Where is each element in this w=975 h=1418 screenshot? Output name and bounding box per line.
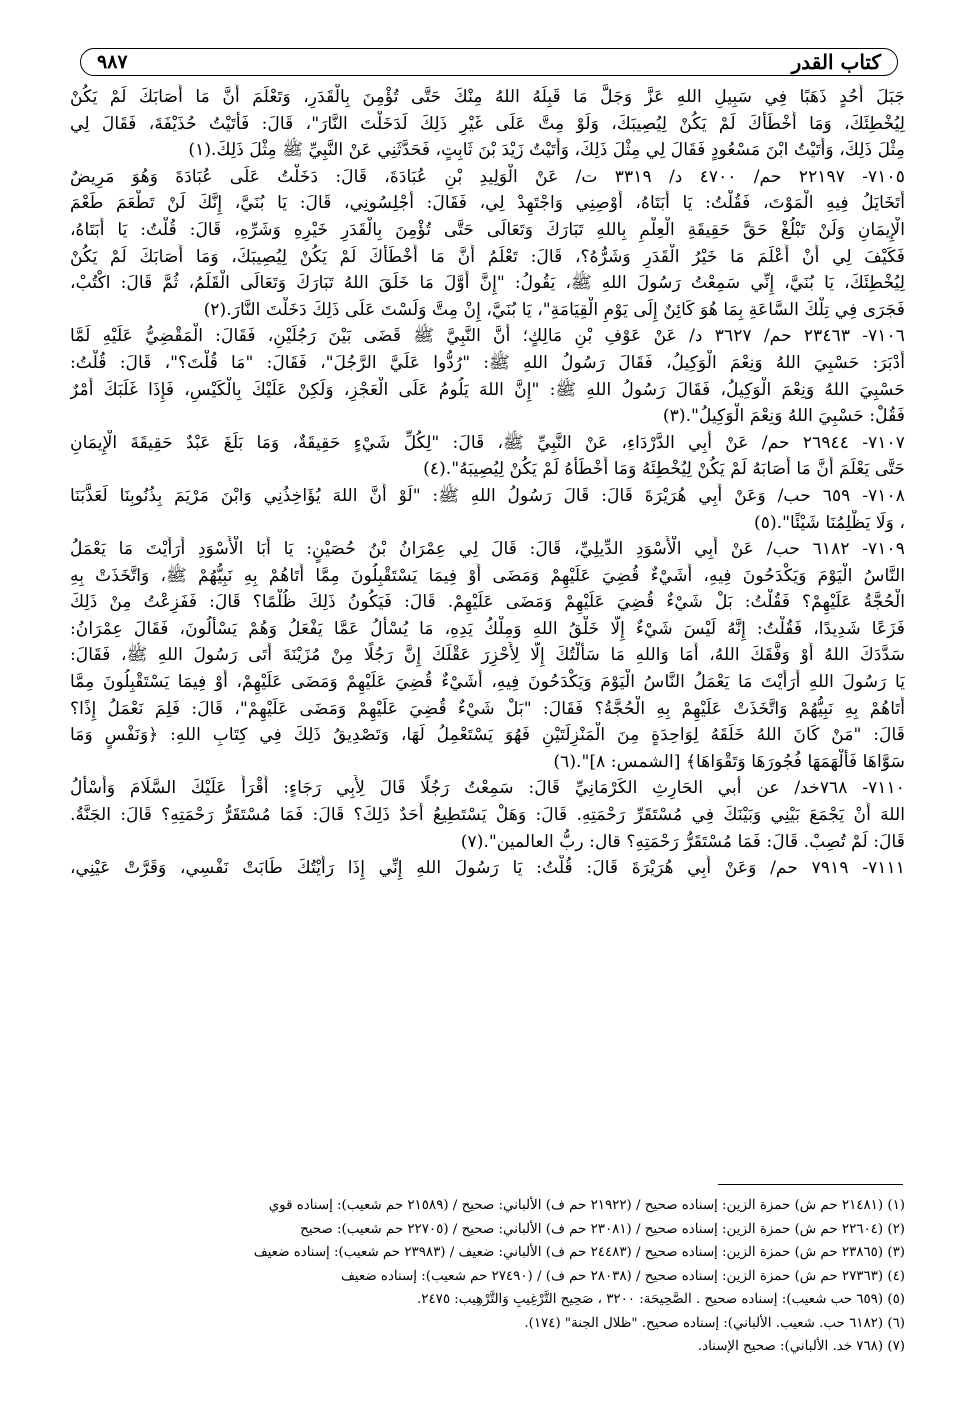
text-line: ٧١٠٨- ٦٥٩ حب/ وَعَنْ أَبِي هُرَيْرَةَ قَالَ: قَالَ رَسُولُ اللهِ ﷺ: "لَوْ أَنَّ اللهَ يُؤَاخِذُنِي وَابْنَ مَرْيَمَ بِذُنُوبِنَا لَعَذَّبَنَا [70,485,905,506]
text-line: حَتَّى يَعْلَمَ أَنَّ مَا أَصَابَهُ لَمْ يَكُنْ لِيُخْطِئَهُ وَمَا أَخْطَأَهُ لَمْ يَكُنْ لِيُصِيبَهُ".(٤) [423,459,905,480]
text-line: أَتَخَايَلُ فِيهِ الْمَوْتَ، فَقُلْتُ: يَا أَبَتَاهُ، أَوْصِنِي وَاجْتَهِدْ لِي، فَقَالَ: أَجْلِسُونِي، قَالَ: يَا بُنَيَّ، إِنَّكَ لَنْ تَطْعَمَ طَعْمَ [70,193,905,214]
text-line: ٧١٠٧- ٢٦٩٤٤ حم/ عَنْ أَبِي الدَّرْدَاءِ، عَنْ النَّبِيِّ ﷺ، قَالَ: "لِكُلِّ شَيْءٍ حَقِيقَةٌ، وَمَا بَلَغَ عَبْدٌ حَقِيقَةَ الْإِيمَانِ [70,432,905,453]
text-line: الْحُجَّةُ عَلَيْهِمْ؟ فَقُلْتُ: بَلْ شَيْءٌ قُضِيَ عَلَيْهِمْ وَمَضَى عَلَيْهِمْ. قَالَ: فَيَكُونُ ذَلِكَ ظُلْمًا؟ قَالَ: فَفَزِعْتُ مِنْ ذَلِكَ [70,592,905,613]
footnotes [70,1194,905,1384]
text-line: أَتَاهُمْ بِهِ نَبِيُّهُمْ وَاتَّخَذَتْ عَلَيْهِمْ بِهِ الْحُجَّةُ؟ فَقَالَ: "بَلْ شَيْءٌ قُضِيَ عَلَيْهِمْ وَمَضَى عَلَيْهِمْ"، قَالَ: فَلِمَ نَعْمَلُ إِذًا؟ [70,698,905,719]
text-line: ٧١٠٥- ٢٢١٩٧ حم/ ٤٧٠٠ د/ ٣٣١٩ ت/ عَنْ الْوَلِيدِ بْنِ عُبَادَةَ، قَالَ: دَخَلْتُ عَلَى عُبَادَةَ وَهُوَ مَرِيضٌ [70,166,905,187]
text-line: حَسْبِيَ اللهُ وَنِعْمَ الْوَكِيلُ، فَقَالَ رَسُولُ اللهِ ﷺ: "إِنَّ اللهَ يَلُومُ عَلَى الْعَجْزِ، وَلَكِنْ عَلَيْكَ بِالْكَيْسِ، فَإِذَا غَلَبَكَ أَمْرٌ [70,379,905,400]
text-line: ٧١١٠- ٧٦٨خد/ عن أبي الحَارِثِ الكَرْمَانِيِّ قَالَ: سَمِعْتُ رَجُلًا قَالَ لِأَبِي رَجَاءٍ: أَقْرَأُ عَلَيْكَ السَّلَامَ وَأَسْأَلُ [70,778,905,799]
text-line: ٧١١١- ٧٩١٩ حم/ وَعَنْ أَبِي هُرَيْرَةَ قَالَ: قُلْتُ: يَا رَسُولَ اللهِ إِنِّي إِذَا رَأَيْتُكَ طَابَتْ نَفْسِي، وَقَرَّتْ عَيْنِي، [70,858,905,879]
text-line: يَا رَسُولَ اللهِ أَرَأَيْتَ مَا يَعْمَلُ النَّاسُ الْيَوْمَ وَيَكْدَحُونَ فِيهِ، أَشَيْءٌ قُضِيَ عَلَيْهِمْ وَمَضَى عَلَيْهِمْ، أَوْ فِيمَا يَسْتَقْبِلُونَ مِمَّا [70,672,905,693]
footnote: (٣) (٢٣٨٦٥ حم ش) حمزة الزين: إسناده صحيح / (٢٤٤٨٣ حم ف) الألباني: ضعيف / (٢٣٩٨٣ حم شعيب): إسناده ضعيف [253,1245,905,1260]
text-line: فَكَيْفَ لِي أَنْ أَعْلَمَ مَا خَيْرُ الْقَدَرِ وَشَرُّهُ؟، قَالَ: تَعْلَمُ أَنَّ مَا أَخْطَأَكَ لَمْ يَكُنْ لِيُصِيبَكَ، وَمَا أَصَابَكَ لَمْ يَكُنْ [70,246,905,267]
footnote: (٥) (٦٥٩ حب شعيب): إسناده صحيح . الصَّحِيحَة: ٣٢٠٠ ، صَحِيح التَّرْغِيبِ وَالتَّرْهِيب: ٢٤٧٥. [416,1292,905,1307]
text-line: سَدَّدَكَ اللهُ أَوْ وَفَّقَكَ اللهُ، أَمَا وَاللهِ مَا سَأَلْتُكَ إِلَّا لِأَحْزِرَ عَقْلَكَ إِنَّ رَجُلًا مِنْ مُزَيْنَةَ أَتَى رَسُولَ اللهِ ﷺ، فَقَالَ: [70,645,905,666]
text-line: اللهَ أَنْ يَجْمَعَ بَيْنِي وَبَيْنَكَ فِي مُسْتَقَرِّ رَحْمَتِهِ. قَالَ: وَهَلْ يَسْتَطِيعُ أَحَدٌ ذَلِكَ؟ قَالَ: فَمَا مُسْتَقَرُّ رَحْمَتِهِ؟ قَالَ: الجَنَّةُ. [70,805,905,826]
text-line: ٧١٠٩- ٦١٨٢ حب/ عَنْ أَبِي الْأَسْوَدِ الدِّيلِيِّ، قَالَ: قَالَ لِي عِمْرَانُ بْنُ حُصَيْنٍ: يَا أَبَا الْأَسْوَدِ أَرَأَيْتَ مَا يَعْمَلُ [70,539,905,560]
text-line: ، وَلَا يَظْلِمُنَا شَيْئًا".(٥) [753,512,905,533]
text-line: الْإِيمَانِ وَلَنْ تَبْلُغْ حَقَّ حَقِيقَةِ الْعِلْمِ بِاللهِ تَبَارَكَ وَتَعَالَى حَتَّى تُؤْمِنَ بِالْقَدَرِ خَيْرِهِ وَشَرِّهِ، قَالَ: قُلْتُ: يَا أَبَتَاهُ، [70,219,905,240]
footnote-separator [718,1184,903,1185]
text-line: قَالَ: لَمْ تُصِبْ. قَالَ: فَمَا مُسْتَقَرُّ رَحْمَتِهِ؟ قال: ربُّ العالمين".(٧) [460,831,905,852]
text-line: فَزَعًا شَدِيدًا، فَقُلْتُ: إِنَّهُ لَيْسَ شَيْءٌ إِلَّا خَلْقُ اللهِ وَمِلْكُ يَدِهِ، مَا يُسْأَلُ عَمَّا يَفْعَلُ وَهُمْ يَسْأَلُونَ، فَقَالَ عِمْرَانُ: [70,618,905,639]
text-line: ٧١٠٦- ٢٣٤٦٣ حم/ ٣٦٢٧ د/ عَنْ عَوْفِ بْنِ مَالِكٍ؛ أَنَّ النَّبِيَّ ﷺ قَضَى بَيْنَ رَجُلَيْنِ، فَقَالَ: الْمَقْضِيُّ عَلَيْهِ لَمَّا [70,326,905,347]
text-line: فَقُلْ: حَسْبِيَ اللهُ وَنِعْمَ الْوَكِيلُ".(٣) [662,406,905,427]
chapter-title: كتاب القدر [791,50,881,74]
text-line: النَّاسُ الْيَوْمَ وَيَكْدَحُونَ فِيهِ، أَشَيْءٌ قُضِيَ عَلَيْهِمْ وَمَضَى أَوْ فِيمَا يَسْتَقْبِلُونَ مِمَّا أَتَاهُمْ بِهِ نَبِيُّهُمْ ﷺ، وَاتَّخَذَتْ بِهِ [70,565,905,586]
text-line: سَوَّاهَا فَأَلْهَمَهَا فُجُورَهَا وَتَقْوَاهَا﴾ [الشمس: ٨]".(٦) [553,751,905,772]
text-line: لِيُخْطِئَكَ، يَا بُنَيَّ، إِنِّي سَمِعْتُ رَسُولَ اللهِ ﷺ، يَقُولُ: "إِنَّ أَوَّلَ مَا خَلَقَ اللهُ تَبَارَكَ وَتَعَالَى الْقَلَمُ، ثُمَّ قَالَ: اكْتُبْ، [70,273,905,294]
footnote: (٤) (٢٧٣٦٣ حم ش) حمزة الزين: إسناده صحيح / (٢٨٠٣٨ حم ف) / (٢٧٤٩٠ حم شعيب): إسناده ضعيف [340,1268,905,1284]
text-line: قَالَ: "مَنْ كَانَ اللهُ خَلَقَهُ لِوَاحِدَةٍ مِنَ الْمَنْزِلَتَيْنِ فَهُوَ يَسْتَعْمِلُ لَهَا، وَتَصْدِيقُ ذَلِكَ فِي كِتَابِ اللهِ: ﴿وَنَفْسٍ وَمَا [70,725,905,746]
footnote: (٢) (٢٢٦٠٤ حم ش) حمزة الزين: إسناده صحيح / (٢٣٠٨١ حم ف) الألباني: صحيح / (٢٢٧٠٥ حم شعيب): صحيح [300,1221,905,1237]
main-text [70,84,905,1074]
footnote: (٦) (٦١٨٢ حب. شعيب. الألباني): إسناده صحيح. "ظلال الجنة" (١٧٤). [524,1315,905,1331]
page-number: ٩٨٧ [97,51,128,73]
text-line: لِيُخْطِئَكَ، وَمَا أَخْطَأَكَ لَمْ يَكُنْ لِيُصِيبَكَ، وَلَوْ مِتَّ عَلَى غَيْرِ ذَلِكَ لَدَخَلْتَ النَّارَ"، قَالَ: فَأَتَيْتُ حُذَيْفَةَ، فَقَالَ لِي [70,113,905,134]
text-line: أَدْبَرَ: حَسْبِيَ اللهُ وَنِعْمَ الْوَكِيلُ، فَقَالَ رَسُولُ اللهِ ﷺ: "رُدُّوا عَلَيَّ الرَّجُلَ"، فَقَالَ: "مَا قُلْتَ؟"، قَالَ: قُلْتُ: [70,352,905,373]
page-header [80,48,898,76]
text-line: جَبَلَ أُحُدٍ ذَهَبًا فِي سَبِيلِ اللهِ عَزَّ وَجَلَّ مَا قَبِلَهُ اللهُ مِنْكَ حَتَّى تُؤْمِنَ بِالْقَدَرِ، وَتَعْلَمَ أَنَّ مَا أَصَابَكَ لَمْ يَكُنْ [70,87,905,107]
footnote: (٧) (٧٦٨ خد. الألباني): صحيح الإسناد. [697,1339,905,1354]
text-line: فَجَرَى فِي تِلْكَ السَّاعَةِ بِمَا هُوَ كَائِنٌ إِلَى يَوْمِ الْقِيَامَةِ"، يَا بُنَيَّ، إِنْ مِتَّ وَلَسْتَ عَلَى ذَلِكَ دَخَلْتَ النَّارَ.(٢) [203,299,905,320]
footnote: (١) (٢١٤٨١ حم ش) حمزة الزين: إسناده صحيح / (٢١٩٢٢ حم ف) الألباني: صحيح / (٢١٥٨٩ حم شعيب): إسناده قوي [268,1198,905,1213]
text-line: مِثْلَ ذَلِكَ، وَأَتَيْتُ ابْنَ مَسْعُودٍ فَقَالَ لِي مِثْلَ ذَلِكَ، وَأَتَيْتُ زَيْدَ بْنَ ثَابِتٍ، فَحَدَّثَنِي عَنْ النَّبِيِّ ﷺ مِثْلَ ذَلِكَ.(١) [188,140,905,161]
